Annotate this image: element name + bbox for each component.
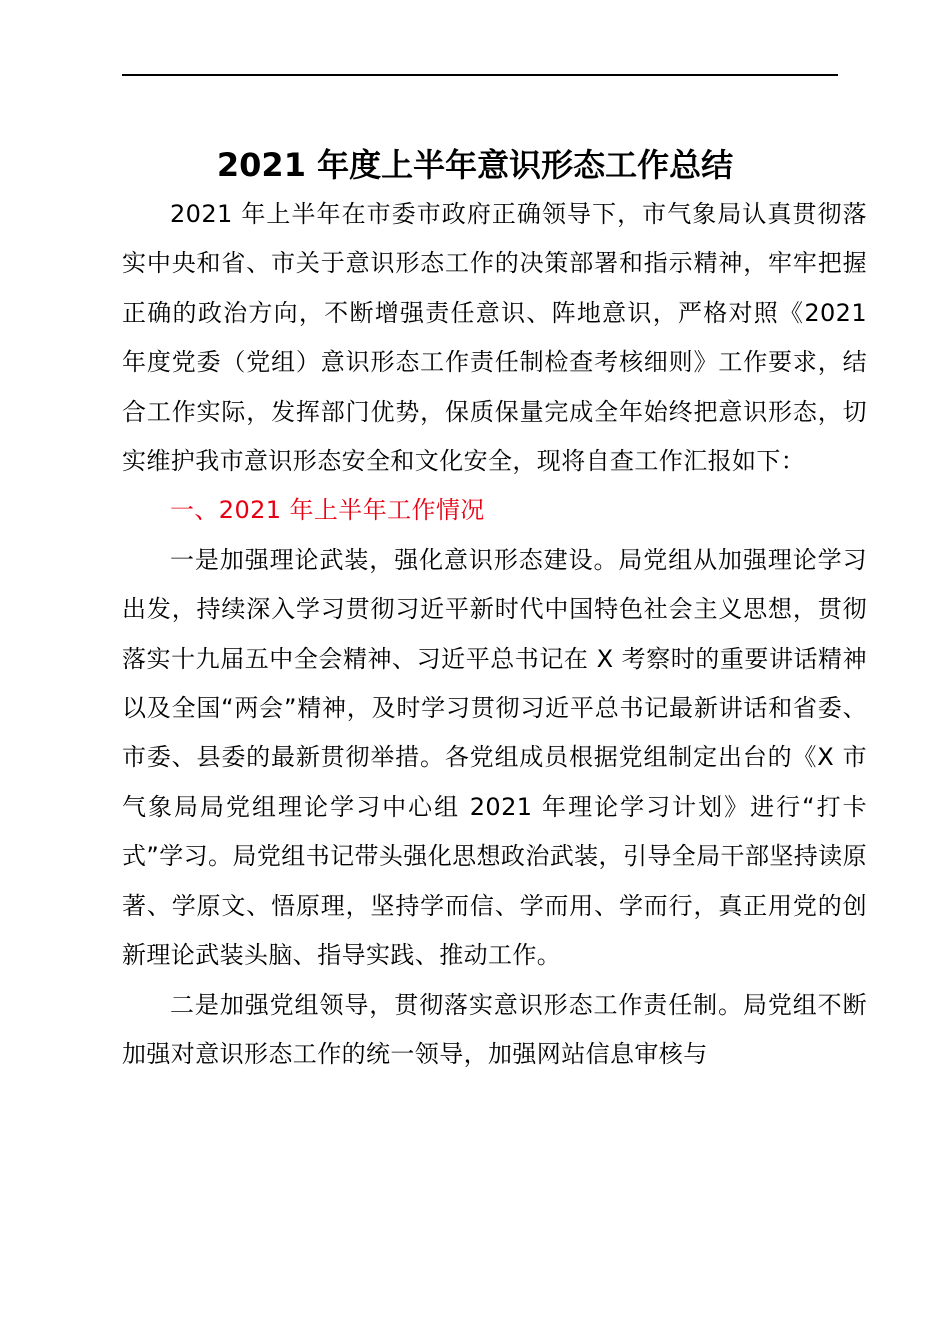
document-title: 2021 年度上半年意识形态工作总结 — [216, 146, 734, 184]
body-paragraph-2: 二是加强党组领导，贯彻落实意识形态工作责任制。局党组不断加强对意识形态工作的统一领导，加强网站信息审核与 — [122, 990, 867, 1068]
body-paragraph-1: 一是加强理论武装，强化意识形态建设。局党组从加强理论学习出发，持续深入学习贯彻习近平新时代中国特色社会主义思想，贯彻落实十九届五中全会精神、习近平总书记在 X 考察时的重要讲话精神以及全国“两会”精神，及时学习贯彻习近平总书记最新讲话和省委、市委、县委的最新贯彻举措。各党组成员根据党组制定出台的《X 市气象局局党组理论学习中心组 2021 年理论学习计划》进行“打卡式”学习。局党组书记带头强化思想政治武装，引导全局干部坚持读原著、学原文、悟原理，坚持学而信、学而用、学而行，真正用党的创新理论武装头脑、指导实践、推动工作。 — [122, 545, 867, 970]
document-body — [122, 190, 867, 1079]
intro-paragraph: 2021 年上半年在市委市政府正确领导下，市气象局认真贯彻落实中央和省、市关于意识形态工作的决策部署和指示精神，牢牢把握正确的政治方向，不断增强责任意识、阵地意识，严格对照《2021 年度党委（党组）意识形态工作责任制检查考核细则》工作要求，结合工作实际，发挥部门优势，保质保量完成全年始终把意识形态，切实维护我市意识形态安全和文化安全，现将自查工作汇报如下： — [122, 200, 867, 476]
section-heading: 一、2021 年上半年工作情况 — [170, 496, 485, 525]
header-rule — [122, 74, 838, 76]
